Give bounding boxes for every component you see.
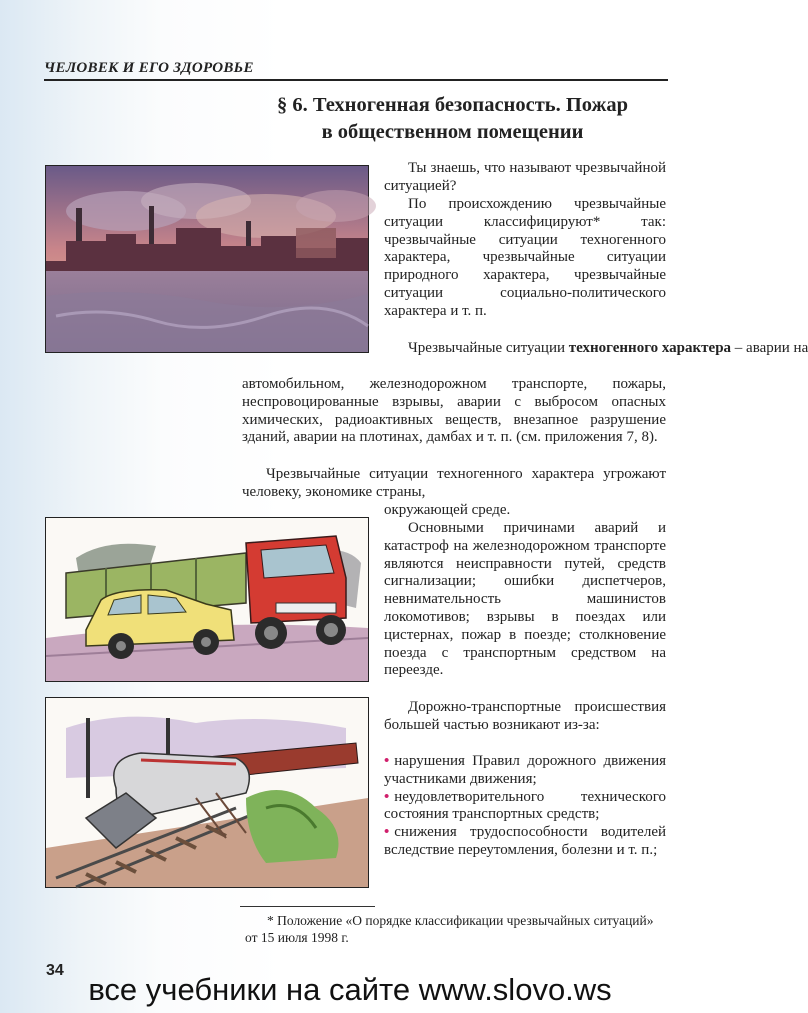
- technogenic-definition-continued: автомобильном, железнодорожном транспорте, пожары, неспровоцированные взрывы, аварии с выбросом опасных химических, радиоактивных веществ, внезапное разрушение зданий, аварии на плотинах, дамбах и т. п. (см. приложения 7, 8).: [242, 376, 666, 446]
- technogenic-text-a: Чрезвычайные ситуации: [408, 340, 569, 356]
- train-derailment-illustration: [45, 697, 369, 888]
- accident-causes-list: [384, 753, 666, 860]
- section-title: [230, 92, 675, 146]
- section-title-line-2: в общественном помещении: [321, 121, 584, 143]
- road-accidents-intro: Дорожно-транспортные происшествия большей частью возникают из-за:: [384, 699, 666, 733]
- page-number: 34: [46, 962, 64, 979]
- technogenic-definition-start: [384, 340, 808, 358]
- road-accident-illustration: [45, 517, 369, 682]
- list-item: • неудовлетворительного технического состояния транспортных средств;: [384, 789, 666, 825]
- section-title-line-1: § 6. Техногенная безопасность. Пожар: [276, 94, 629, 116]
- running-header: ЧЕЛОВЕК И ЕГО ЗДОРОВЬЕ: [44, 60, 668, 81]
- list-item: • снижения трудоспособности водителей вследствие переутомления, болезни и т. п.;: [384, 824, 666, 860]
- footnote: * Положение «О порядке классификации чрезвычайных ситуаций» от 15 июля 1998 г.: [245, 913, 654, 945]
- site-banner: все учебники на сайте www.slovo.ws: [88, 972, 612, 1007]
- footnote-divider: [240, 906, 375, 907]
- intro-question: Ты знаешь, что называют чрезвычайной ситуацией?: [384, 160, 666, 194]
- list-item: • нарушения Правил дорожного движения участниками движения;: [384, 753, 666, 789]
- threat-paragraph: Чрезвычайные ситуации техногенного характера угрожают человеку, экономике страны,: [242, 466, 666, 500]
- factory-smoke-illustration: [45, 165, 369, 353]
- technogenic-text-b: – аварии на: [731, 340, 808, 356]
- threat-paragraph-tail: окружающей среде.: [384, 502, 511, 518]
- railway-causes-paragraph: Основными причинами аварий и катастроф на железнодорожном транспорте являются неисправности путей, средств сигнализации; ошибки диспетчеров, невнимательность машинистов локомотивов; взрывы в поездах или цистернах, пожар в поезде; столкновение поезда с транспортным средством на переезде.: [384, 520, 666, 679]
- classification-paragraph: По происхождению чрезвычайные ситуации классифицируют* так: чрезвычайные ситуации техногенного характера, чрезвычайные ситуации природного характера, чрезвычайные ситуации социально-политического характера и т. п.: [384, 196, 666, 319]
- technogenic-term: техногенного характера: [568, 340, 732, 356]
